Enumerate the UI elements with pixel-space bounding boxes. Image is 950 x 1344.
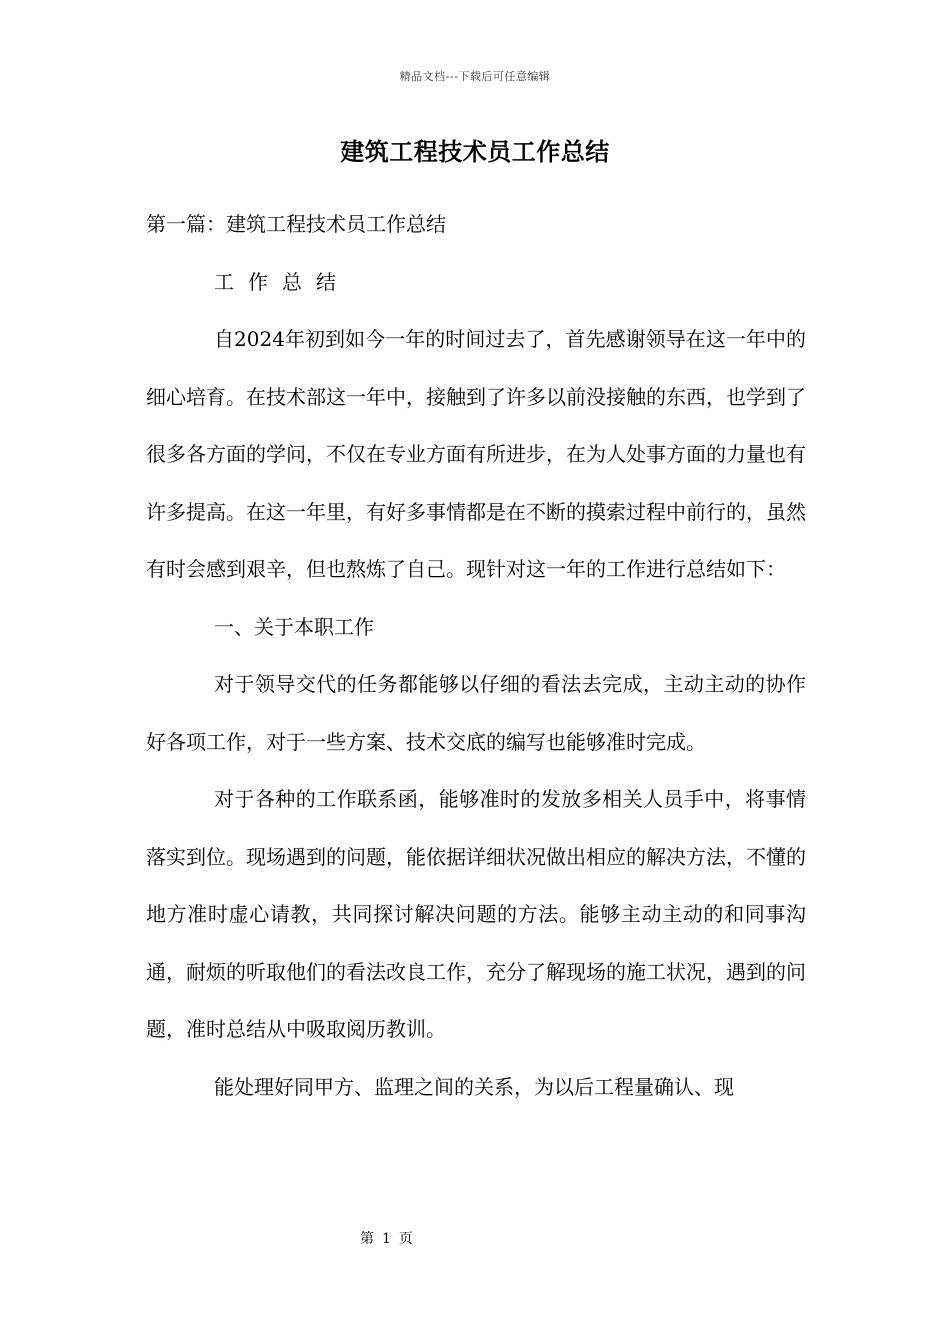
page-prefix: 第 [360,1231,374,1247]
header-note: 精品文档---下载后可任意编辑 [399,70,551,83]
paragraph-intro: 自2024年初到如今一年的时间过去了，首先感谢领导在这一年中的细心培育。在技术部这一年中，接触到了许多以前没接触的东西，也学到了很多各方面的学问，不仅在专业方面有所进步，在为人处事方面的力量也有许多提高。在这一年里，有好多事情都是在不断的摸索过程中前行的，虽然有时会感到艰辛，但也熬炼了自己。现针对这一年的工作进行总结如下： [146,327,806,581]
document-body [146,196,806,1116]
paragraph-relations: 能处理好同甲方、监理之间的关系，为以后工程量确认、现 [214,1074,734,1099]
page-number-value: 1 [382,1231,391,1247]
section-heading-1: 一、关于本职工作 [214,614,374,639]
paragraph-tasks: 对于领导交代的任务都能够以仔细的看法去完成，主动主动的协作好各项工作，对于一些方案、技术交底的编写也能够准时完成。 [146,672,806,754]
subheading: 工作总结 [214,269,350,294]
paragraph-liaison: 对于各种的工作联系函，能够准时的发放多相关人员手中，将事情落实到位。现场遇到的问题，能依据详细状况做出相应的解决方法，不懂的地方准时虚心请教，共同探讨解决问题的方法。能够主动主动的和同事沟通，耐烦的听取他们的看法改良工作，充分了解现场的施工状况，遇到的问题，准时总结从中吸取阅历教训。 [146,787,806,1041]
section-heading: 第一篇：建筑工程技术员工作总结 [146,212,446,236]
page-suffix: 页 [398,1231,413,1247]
page-number [360,1228,413,1248]
document-title: 建筑工程技术员工作总结 [340,137,610,166]
